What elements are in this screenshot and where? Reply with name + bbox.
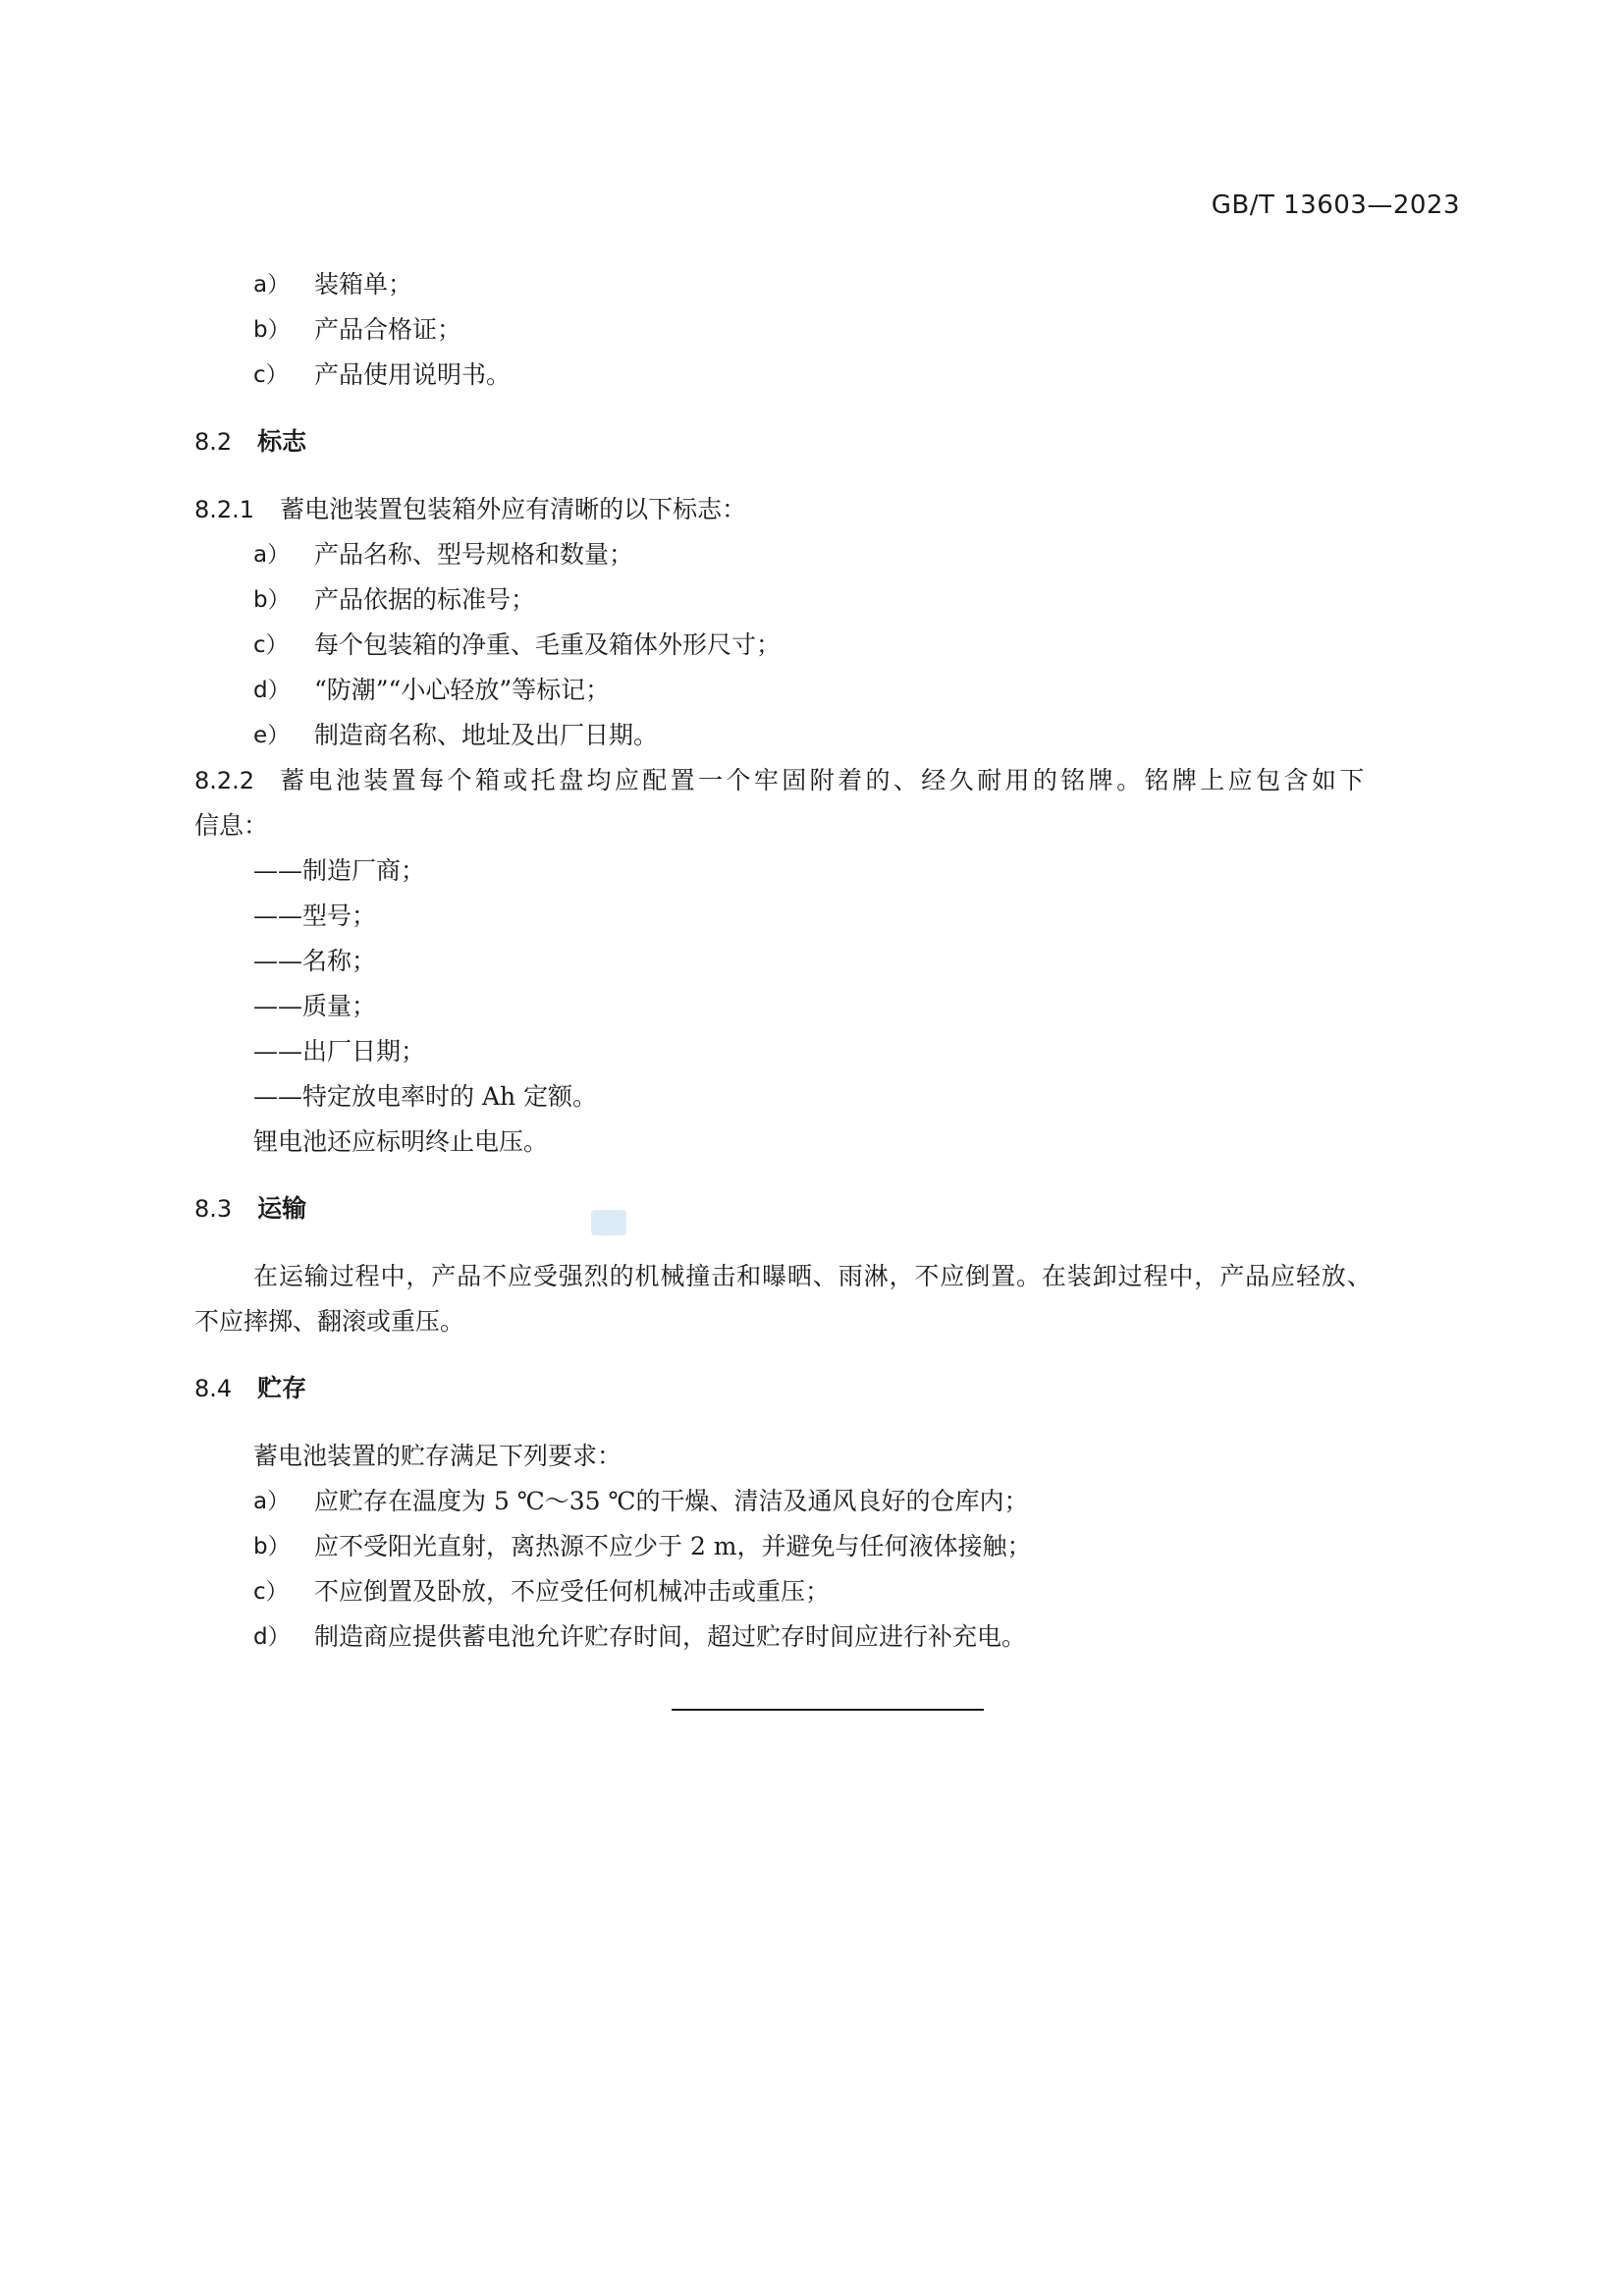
clause-text: 蓄电池装置每个箱或托盘均应配置一个牢固附着的、经久耐用的铭牌。铭牌上应包含如下 — [280, 766, 1368, 794]
list-item-label: c） — [253, 1579, 289, 1605]
dash-list-item: ——型号； — [253, 902, 377, 930]
clause-text-continued: 信息： — [194, 811, 269, 840]
section-number: 8.2 — [194, 428, 233, 456]
clause-8-2-2 — [194, 765, 1368, 796]
dash-list-item: ——制造厂商； — [253, 856, 426, 885]
section-title: 运输 — [257, 1194, 307, 1223]
section-number: 8.4 — [194, 1375, 233, 1402]
paragraph-line: 在运输过程中，产品不应受强烈的机械撞击和曝晒、雨淋，不应倒置。在装卸过程中，产品应轻放、 — [253, 1262, 1373, 1290]
list-item-text: “防潮”“小心轻放”等标记； — [314, 676, 611, 704]
dash-list-item: ——出厂日期； — [253, 1037, 426, 1066]
clause-text: 蓄电池装置包装箱外应有清晰的以下标志： — [280, 495, 747, 523]
note-text: 锂电池还应标明终止电压。 — [253, 1127, 549, 1156]
list-item-label: b） — [253, 587, 291, 613]
list-item-text: 产品合格证； — [314, 315, 462, 344]
list-item-label: a） — [253, 1489, 291, 1514]
list-item-text: 产品名称、型号规格和数量； — [314, 540, 634, 569]
list-item-label: c） — [253, 632, 289, 658]
paragraph-intro: 蓄电池装置的贮存满足下列要求： — [253, 1442, 622, 1470]
document-code: GB/T 13603—2023 — [1211, 191, 1460, 220]
list-item-text: 制造商应提供蓄电池允许贮存时间，超过贮存时间应进行补充电。 — [314, 1622, 1027, 1651]
end-rule — [672, 1709, 984, 1711]
clause-number: 8.2.2 — [194, 767, 255, 794]
list-item-label: e） — [253, 723, 291, 748]
section-number: 8.3 — [194, 1195, 233, 1223]
section-heading-8-3 — [194, 1193, 306, 1225]
list-item-label: a） — [253, 272, 291, 298]
dash-list-item: ——质量； — [253, 992, 377, 1020]
dash-list-item: ——特定放电率时的 Ah 定额。 — [253, 1082, 598, 1111]
list-item-label: d） — [253, 1624, 291, 1650]
section-title: 贮存 — [257, 1374, 307, 1402]
watermark-logo — [591, 1210, 626, 1235]
list-item-text: 制造商名称、地址及出厂日期。 — [314, 721, 659, 749]
list-item-label: b） — [253, 1534, 291, 1559]
section-title: 标志 — [257, 427, 307, 456]
list-item-text: 每个包装箱的净重、毛重及箱体外形尺寸； — [314, 630, 782, 659]
clause-8-2-1 — [194, 494, 746, 525]
list-item-text: 产品使用说明书。 — [314, 360, 512, 389]
list-item-label: b） — [253, 317, 291, 343]
list-item-label: c） — [253, 362, 289, 388]
list-item-label: a） — [253, 542, 291, 568]
list-item-label: d） — [253, 678, 291, 703]
list-item-text: 不应倒置及卧放，不应受任何机械冲击或重压； — [314, 1577, 831, 1606]
paragraph-line: 不应摔掷、翻滚或重压。 — [194, 1307, 465, 1336]
dash-list-item: ——名称； — [253, 947, 377, 975]
clause-number: 8.2.1 — [194, 496, 255, 523]
list-item-text: 产品依据的标准号； — [314, 585, 536, 614]
list-item-text: 应不受阳光直射，离热源不应少于 2 m，并避免与任何液体接触； — [314, 1532, 1032, 1560]
section-heading-8-2 — [194, 426, 306, 458]
section-heading-8-4 — [194, 1373, 306, 1404]
list-item-text: 应贮存在温度为 5 ℃～35 ℃的干燥、清洁及通风良好的仓库内； — [314, 1487, 1029, 1515]
list-item-text: 装箱单； — [314, 270, 413, 299]
